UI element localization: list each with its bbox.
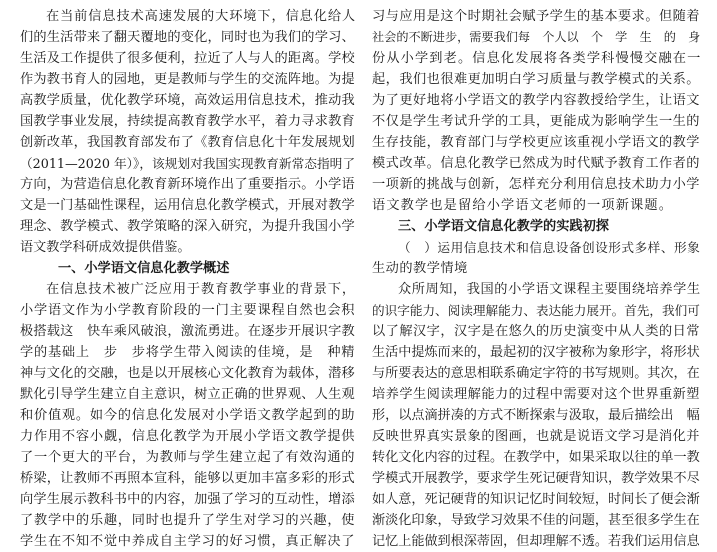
paragraph-line: 理念、教学模式、教学策略的深入研究，为提升我国小学 [20,219,355,234]
subsection-heading: 生动的教学情境 [372,261,468,276]
paragraph-line: 了一个更大的平台，为教师与学生建立起了有效沟通的 [20,450,356,465]
section-heading: 一、小学语文信息化教学概述 [58,261,230,276]
paragraph-line: 众所周知，我国的小学语文课程主要围绕培养学生 [398,282,701,297]
paragraph-line: 学的基础上 步 步将学生带入阅读的佳境，是 种精 [20,345,356,360]
paragraph-line: 培养学生阅读理解能力的过程中需要对这个世界重新塑 [372,387,700,402]
paragraph-line: （2011—2020 年）》，该规划对我国实现教育新常态指明了 [20,156,356,171]
section-heading: 三、小学语文信息化教学的实践初探 [398,219,609,234]
paragraph-line: 学模式开展教学，要求学生死记硬背知识，教学效果不尽 [372,471,700,486]
paragraph-line: 和价值观。如今的信息化发展对小学语文教学起到的助 [20,408,356,423]
paragraph-line: 高教学质量，优化教学环境，高效运用信息技术，推动我 [20,93,355,108]
paragraph-line: 文是一门基础性课程，运用信息化教学模式，开展对教学 [20,198,355,213]
paragraph-line: 份从小学到老。信息化发展将各类学科慢慢交融在一 [372,51,702,66]
paragraph-line: 语文教学也是留给小学语文老师的一项新课题。 [372,198,674,213]
paragraph-line: 反映世界真实景象的图画，也就是说语文学习是消化并 [372,429,700,444]
paragraph-line: 了教学中的乐趣，同时也提升了学生对学习的兴趣，使 [20,513,356,528]
paragraph-line: 国教学事业发展，持续提高教育教学水平，着力寻求教育 [20,114,355,129]
paragraph-line: 转化文化内容的过程。在教学中，如果采取以往的单一教 [372,450,700,465]
paragraph-line: 语文教学科研成效提供借鉴。 [20,240,191,255]
paragraph-line: 习与应用是这个时期社会赋予学生的基本要求。但随着 [372,9,700,24]
paragraph-line: 为了更好地将小学语文的教学内容教授给学生，让语文 [372,93,700,108]
paragraph-line: 桥梁，让教师不再照本宣科，能够以更加丰富多彩的形式 [20,471,355,486]
paragraph-line: 极搭载这 快车乘风破浪，激流勇进。在逐步开展识字教 [20,324,355,339]
paragraph-line: 如人意，死记硬背的知识记忆时间较短，时间长了便会渐 [372,492,700,507]
paragraph-line: 一项新的挑战与创新，怎样充分利用信息技术助力小学 [372,177,700,192]
paragraph-line: 不仅是学生考试升学的工具，更能成为影响学生一生的 [372,114,700,129]
paragraph-line: 与所要表达的意思相联系确定字符的书写规则。其次，在 [372,366,700,381]
paragraph-line: 默化引导学生建立自主意识，树立正确的世界观、人生观 [20,387,355,402]
paragraph-line: 生存技能，教育部门与学校更应该重视小学语文的教学 [372,135,700,150]
paragraph-line: 的识字能力、阅读理解能力、表达能力展开。首先，我们可 [372,303,700,318]
paragraph-line: 生活中提炼而来的，最起初的汉字被称为象形字，将形状 [372,345,700,360]
paragraph-line: 在信息技术被广泛应用于教育教学事业的背景下， [46,282,357,297]
paragraph-line: 模式改革。信息化教学已然成为时代赋予教育工作者的 [372,156,700,171]
paragraph-line: 以了解汉字，汉字是在悠久的历史演变中从人类的日常 [372,324,700,339]
paragraph-line: 社会的不断进步，需要我们每 个人以 个 学 生 的 身 [372,30,701,44]
paragraph-line: 学生在不知不觉中养成自主学习的好习惯，真正解决了 [20,534,356,549]
paragraph-line: 向学生展示教科书中的内容，加强了学习的互动性，增添 [20,492,355,507]
paragraph-line: 力作用不容小觑，信息化教学为开展小学语文教学提供 [20,429,356,444]
paragraph-line: 渐淡化印象，导致学习效果不佳的问题，甚至很多学生在 [372,513,700,528]
paragraph-line: 创新改革，我国教育部发布了《教育信息化十年发展规划 [20,135,355,150]
subsection-heading: （ ）运用信息技术和信息设备创设形式多样、形象 [398,240,701,255]
paragraph-line: 神与文化的交融，也是以开展核心文化教育为载体，潜移 [20,366,355,381]
paragraph-line: 小学语文作为小学教育阶段的一门主要课程自然也会积 [20,303,356,318]
paragraph-line: 起，我们也很难更加明白学习质量与教学模式的关系。 [372,72,700,87]
paragraph-line: 记忆上能做到根深蒂固，但却理解不透。若我们运用信息 [372,534,700,549]
paragraph-line: 在当前信息技术高速发展的大环境下，信息化给人 [46,9,357,24]
paragraph-line: 生活及工作提供了很多便利，拉近了人与人的距离。学校 [20,51,355,66]
paragraph-line: 方向，为营造信息化教育新环境作出了重要指示。小学语 [20,177,355,192]
paragraph-line: 形，以点滴拼凑的方式不断探索与汲取，最后描绘出 幅 [372,408,700,423]
paragraph-line: 们的生活带来了翻天覆地的变化，同时也为我们的学习、 [20,30,355,45]
paragraph-line: 作为教书育人的园地，更是教师与学生的交流阵地。为提 [20,72,355,87]
